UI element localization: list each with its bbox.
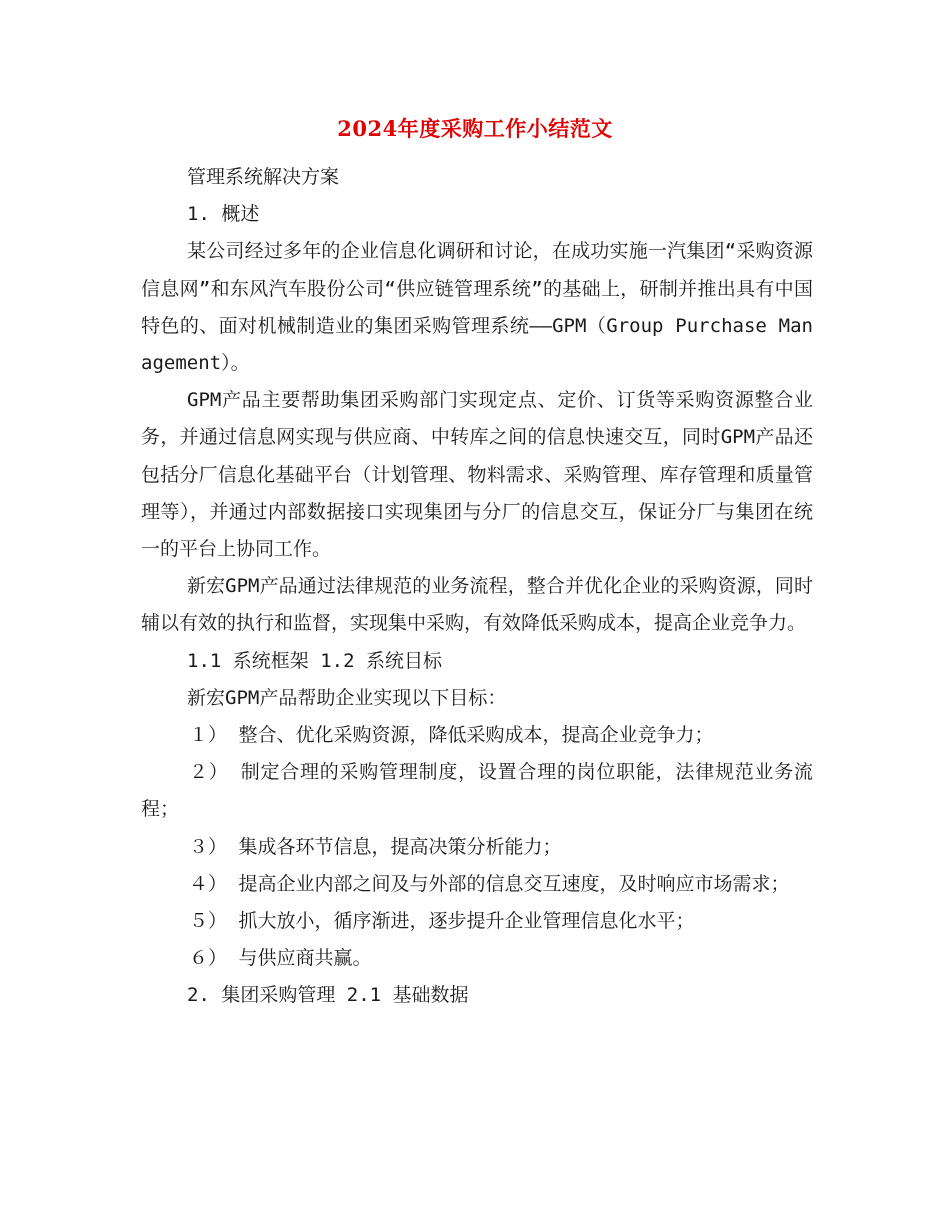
paragraph: 新宏GPM产品帮助企业实现以下目标： (187, 686, 507, 709)
list-item: ４） 提高企业内部之间及与外部的信息交互速度，及时响应市场需求； (189, 872, 790, 895)
heading-overview: 1. 概述 (187, 203, 260, 226)
document-title: 2024年度采购工作小结范文 (337, 116, 613, 141)
heading-group-purchase: 2. 集团采购管理 2.1 基础数据 (187, 984, 469, 1007)
list-item: ２） 制定合理的采购管理制度，设置合理的岗位职能，法律规范业务流程； (141, 761, 813, 821)
paragraph: 新宏GPM产品通过法律规范的业务流程，整合并优化企业的采购资源，同时辅以有效的执行和监督，实现集中采购，有效降低采购成本，提高企业竞争力。 (141, 575, 813, 635)
paragraph: GPM产品主要帮助集团采购部门实现定点、定价、订货等采购资源整合业务，并通过信息网实现与供应商、中转库之间的信息快速交互，同时GPM产品还包括分厂信息化基础平台（计划管理、物料需求、采购管理、库存管理和质量管理等），并通过内部数据接口实现集团与分厂的信息交互，保证分厂与集团在统一的平台上协同工作。 (141, 389, 813, 561)
paragraph: 某公司经过多年的企业信息化调研和讨论，在成功实施一汽集团“采购资源信息网”和东风汽车股份公司“供应链管理系统”的基础上，研制并推出具有中国特色的、面对机械制造业的集团采购管理系统——GPM（Group Purchase Management）。 (141, 240, 813, 375)
paragraph-subtitle: 管理系统解决方案 (187, 166, 340, 188)
list-item: ３） 集成各环节信息，提高决策分析能力； (189, 835, 562, 858)
list-item: １） 整合、优化采购资源，降低采购成本，提高企业竞争力； (189, 724, 714, 747)
document-body (141, 159, 813, 1015)
list-item: ５） 抓大放小，循序渐进，逐步提升企业管理信息化水平； (189, 910, 695, 933)
list-item: ６） 与供应商共赢。 (189, 947, 372, 970)
heading-framework-goals: 1.1 系统框架 1.2 系统目标 (187, 649, 442, 672)
